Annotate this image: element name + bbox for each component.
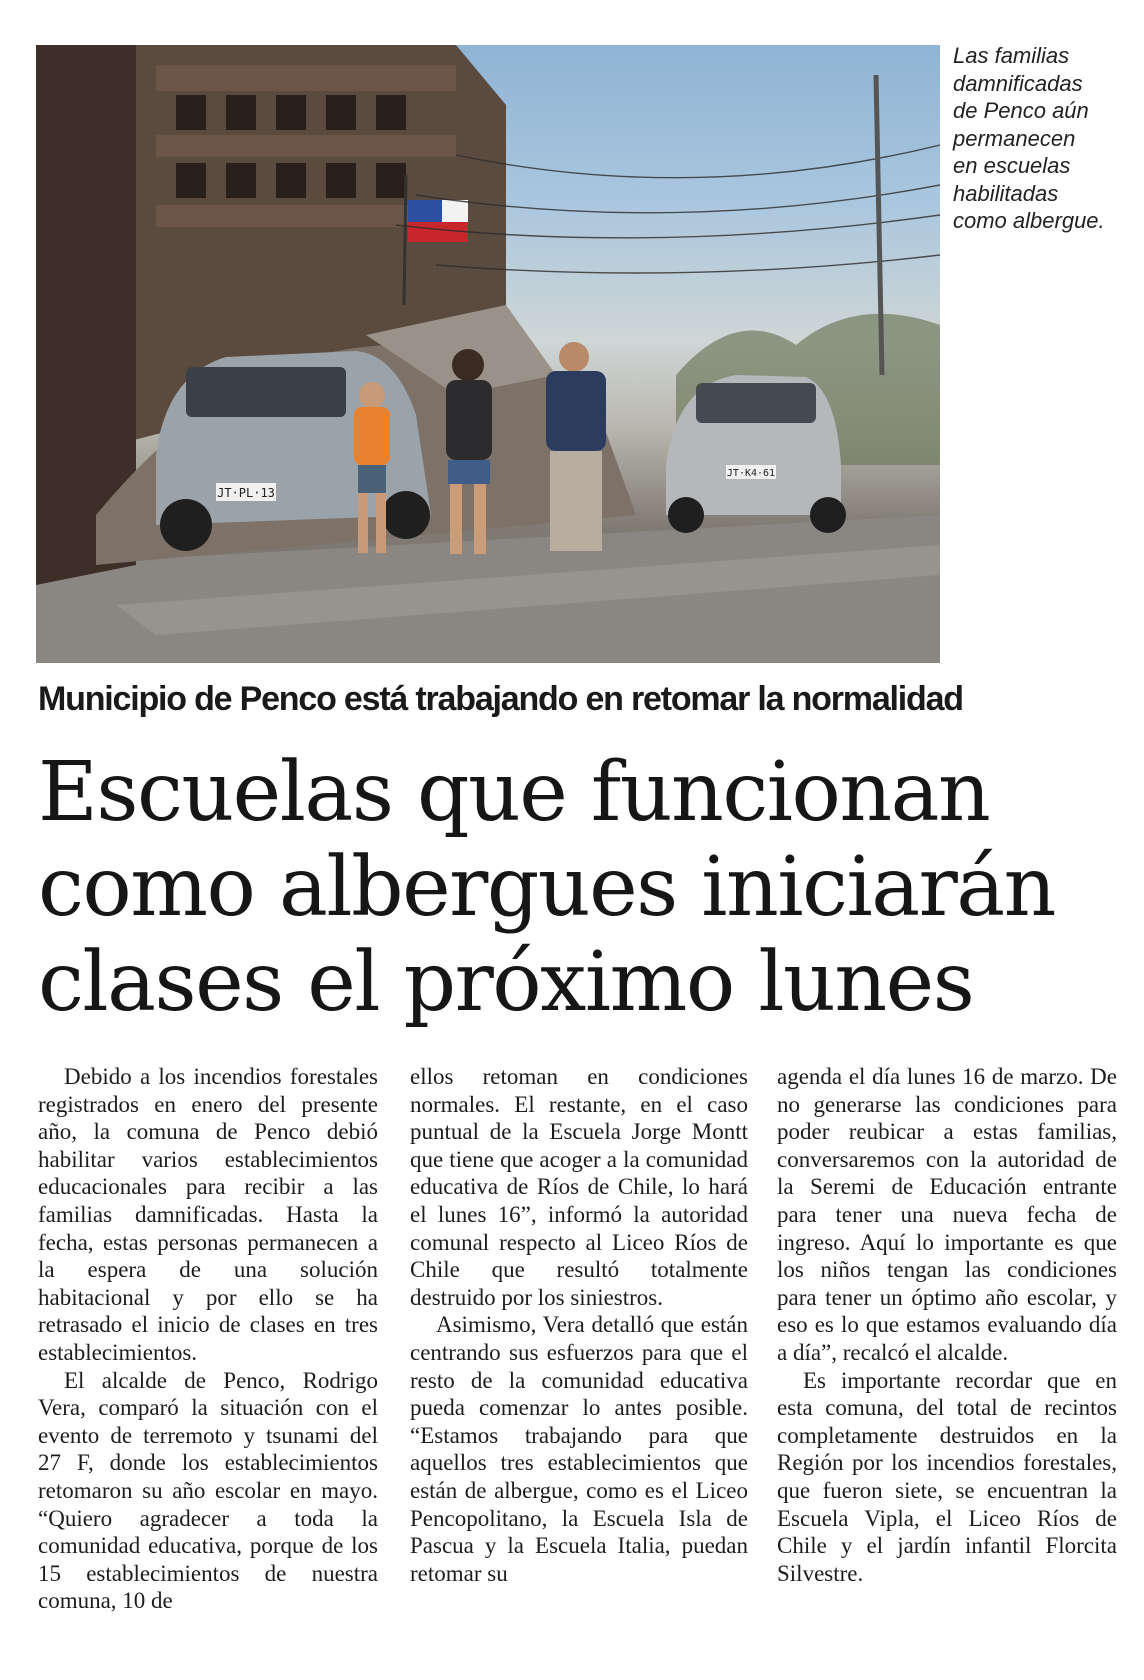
body-column-3: [777, 1063, 1117, 1623]
body-paragraph: Es importante recordar que en esta comuna, del total de recintos completamente destruidos en la Región por los incendios forestales, que fueron siete, se encuentran la Escuela Vipla, el Liceo Ríos de Chile y el jardín infantil Florcita Silvestre.: [777, 1367, 1117, 1586]
body-paragraph: El alcalde de Penco, Rodrigo Vera, comparó la situación con el evento de terremoto y tsunami del 27 F, donde los establecimientos retomaron su año escolar en mayo. “Quiero agradecer a toda la comunidad educativa, porque de los 15 establecimientos de nuestra comuna, 10 de: [38, 1367, 378, 1614]
kicker-subtitle: Municipio de Penco está trabajando en retomar la normalidad: [38, 680, 963, 718]
headline: Escuelas que funcionan como albergues iniciarán clases el próximo lunes: [38, 745, 1055, 1030]
svg-text:JT·PL·13: JT·PL·13: [217, 486, 275, 500]
photo-caption: Las familias damnificadas de Penco aún permanecen en escuelas habilitadas como albergue.: [953, 43, 1105, 233]
news-photo: [36, 45, 940, 663]
body-paragraph: Asimismo, Vera detalló que están centrando sus esfuerzos para que el resto de la comunidad educativa pueda comenzar lo antes posible. “Estamos trabajando para que aquellos tres establecimientos que están de albergue, como es el Liceo Pencopolitano, la Escuela Isla de Pascua y la Escuela Italia, puedan retomar su: [410, 1312, 748, 1586]
body-paragraph: ellos retoman en condiciones normales. El restante, en el caso puntual de la Escuela Jorge Montt que tiene que acoger a la comunidad educativa de Ríos de Chile, lo hará el lunes 16”, informó la autoridad comunal respecto al Liceo Ríos de Chile que resultó totalmente destruido por los siniestros.: [410, 1064, 748, 1310]
body-column-1: [38, 1063, 378, 1623]
body-column-2: [410, 1063, 748, 1623]
body-paragraph: agenda el día lunes 16 de marzo. De no generarse las condiciones para poder reubicar a estas familias, conversaremos con la autoridad de la Seremi de Educación entrante para tener una nueva fecha de ingreso. Aquí lo importante es que los niños tengan las condiciones para tener un óptimo año escolar, y eso es lo que estamos evaluando día a día”, recalcó el alcalde.: [777, 1064, 1117, 1365]
body-paragraph: Debido a los incendios forestales registrados en enero del presente año, la comuna de Penco debió habilitar varios establecimientos educacionales para recibir a las familias damnificadas. Hasta la fecha, estas personas permanecen a la espera de una solución habitacional y por ello se ha retrasado el inicio de clases en tres establecimientos.: [38, 1064, 378, 1365]
burned-street-illustration: [36, 45, 940, 663]
svg-text:JT·K4·61: JT·K4·61: [726, 468, 776, 479]
